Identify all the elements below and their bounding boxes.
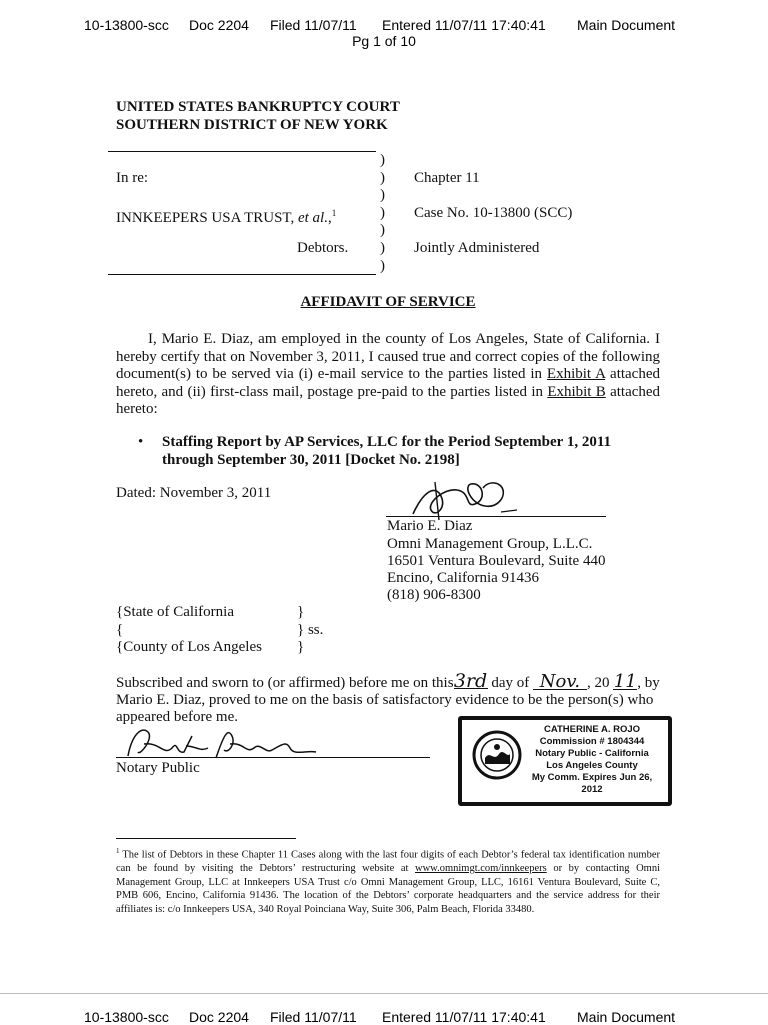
body-text-part3: attached hereto: — [116, 383, 661, 417]
jurat-line1 — [116, 670, 660, 692]
caption-case-no: Case No. 10-13800 (SCC) — [414, 205, 573, 221]
footer-case-number: 10-13800-scc — [84, 1009, 169, 1025]
signer-address2: Encino, California 91436 — [387, 570, 540, 586]
court-name-line2: SOUTHERN DISTRICT OF NEW YORK — [116, 117, 388, 133]
footer-entered-date: Entered 11/07/11 17:40:41 — [382, 1009, 546, 1025]
signer-phone: (818) 906-8300 — [387, 587, 481, 603]
caption-footnote-mark: 1 — [331, 208, 337, 218]
paren: ) — [380, 152, 385, 168]
caption-et-al: et al. — [297, 210, 328, 226]
footer-filed-date: Filed 11/07/11 — [270, 1009, 357, 1025]
caption-in-re: In re: — [116, 170, 149, 186]
signer-signature-line — [386, 516, 606, 517]
jurat-line3: appeared before me. — [116, 709, 239, 725]
court-name-line1: UNITED STATES BANKRUPTCY COURT — [116, 99, 400, 115]
footnote-text-a: The list of Debtors in these Chapter 11 Cases along with the last four digits of each Debtor’s federal tax identification number can be found by visiting the Debtors’ restructuring website at — [116, 849, 661, 874]
footnote-mark: 1 — [116, 847, 120, 855]
jurat-text-2: day of — [491, 675, 530, 691]
header-case-number: 10-13800-scc — [84, 17, 169, 33]
dated-line: Dated: November 3, 2011 — [116, 485, 272, 501]
notary-stamp-text — [522, 724, 662, 796]
notary-label: Notary Public — [116, 760, 200, 776]
stamp-name: CATHERINE A. ROJO — [543, 724, 641, 735]
notary-signature-line — [116, 757, 430, 758]
signer-address1: 16501 Ventura Boulevard, Suite 440 — [387, 553, 606, 569]
header-filed-date: Filed 11/07/11 — [270, 17, 357, 33]
paren: ) — [380, 170, 385, 186]
body-text-part1: I, Mario E. Diaz, am employed in the county of Los Angeles, State of California. I hereby certify that on November 3, 2011, I caused true and correct copies of the following document(s) to be served via (i) e-mail service to the parties listed in — [116, 331, 660, 382]
venue-brace-ss: } ss. — [297, 622, 324, 638]
header-page-number: Pg 1 of 10 — [352, 33, 416, 49]
jurat-year: 11 — [613, 671, 637, 692]
jurat-month: Nov. — [533, 675, 587, 690]
footer-doc-number: Doc 2204 — [189, 1009, 249, 1025]
caption-admin: Jointly Administered — [414, 240, 540, 256]
jurat-text-4: , by — [637, 675, 660, 691]
caption-debtor-name: INNKEEPERS USA TRUST, — [116, 210, 295, 226]
paren: ) — [380, 222, 385, 238]
page-break-rule — [0, 993, 768, 994]
caption-comma: , — [327, 210, 332, 226]
jurat-day: 3rd — [453, 670, 488, 692]
footnote-rule — [116, 838, 296, 839]
stamp-expires: My Comm. Expires Jun 26, 2012 — [531, 772, 653, 795]
exhibit-a-link: Exhibit A — [546, 366, 606, 382]
header-doc-number: Doc 2204 — [189, 17, 249, 33]
venue-brace-1: } — [297, 604, 305, 620]
jurat-text-3: , 20 — [586, 675, 610, 691]
exhibit-b-link: Exhibit B — [547, 383, 606, 400]
venue-blank: { — [116, 622, 124, 638]
footer-doc-type: Main Document — [577, 1009, 676, 1025]
footnote-website-link[interactable]: www.omnimgt.com/innkeepers — [415, 863, 547, 874]
paren: ) — [380, 240, 385, 256]
caption-top-rule — [108, 151, 376, 152]
signer-signature — [405, 474, 525, 522]
caption-chapter: Chapter 11 — [414, 170, 480, 186]
stamp-county: Los Angeles County — [546, 760, 638, 771]
paren: ) — [380, 205, 385, 221]
signer-name: Mario E. Diaz — [387, 518, 473, 534]
caption-debtors-label: Debtors. — [297, 240, 349, 256]
header-entered-date: Entered 11/07/11 17:40:41 — [382, 17, 546, 33]
footnote-text-b: or by contacting Omni Management Group, LLC at Innkeepers USA Trust c/o Omni Management Group, LLC, 16161 Ventura Boulevard, Suite C, PMB 606, Encino, California 91436. The location of the Debtors’ corporate headquarters and the service address for their affiliates is: c/o Innkeepers USA, 340 Royal Poinciana Way, Suite 306, Palm Beach, Florida 33480. — [116, 863, 660, 915]
signer-company: Omni Management Group, L.L.C. — [387, 536, 593, 552]
stamp-commission: Commission # 1804344 — [539, 736, 645, 747]
header-doc-type: Main Document — [577, 17, 676, 33]
bullet-icon: • — [138, 434, 144, 450]
venue-state: {State of California — [116, 604, 235, 620]
bullet-line2: through September 30, 2011 [Docket No. 2198] — [162, 452, 460, 468]
body-paragraph — [116, 331, 660, 419]
paren: ) — [380, 187, 385, 203]
notary-seal-icon — [472, 730, 522, 780]
caption-bottom-rule — [108, 274, 376, 275]
body-text-part2: attached hereto, and (ii) first-class mail, postage pre-paid to the parties listed in — [116, 366, 660, 400]
jurat-text-1: Subscribed and sworn to (or affirmed) before me on this — [116, 675, 454, 691]
paren: ) — [380, 258, 385, 274]
notary-stamp — [458, 716, 672, 806]
venue-county: {County of Los Angeles — [116, 639, 262, 655]
jurat-line2: Mario E. Diaz, proved to me on the basis of satisfactory evidence to be the person(s) who — [116, 692, 654, 708]
venue-brace-3: } — [297, 639, 305, 655]
document-title: AFFIDAVIT OF SERVICE — [300, 294, 476, 310]
caption-debtor — [116, 205, 336, 227]
stamp-title: Notary Public - California — [535, 748, 649, 759]
footnote-text — [116, 845, 660, 916]
bullet-line1: Staffing Report by AP Services, LLC for the Period September 1, 2011 — [162, 434, 611, 450]
